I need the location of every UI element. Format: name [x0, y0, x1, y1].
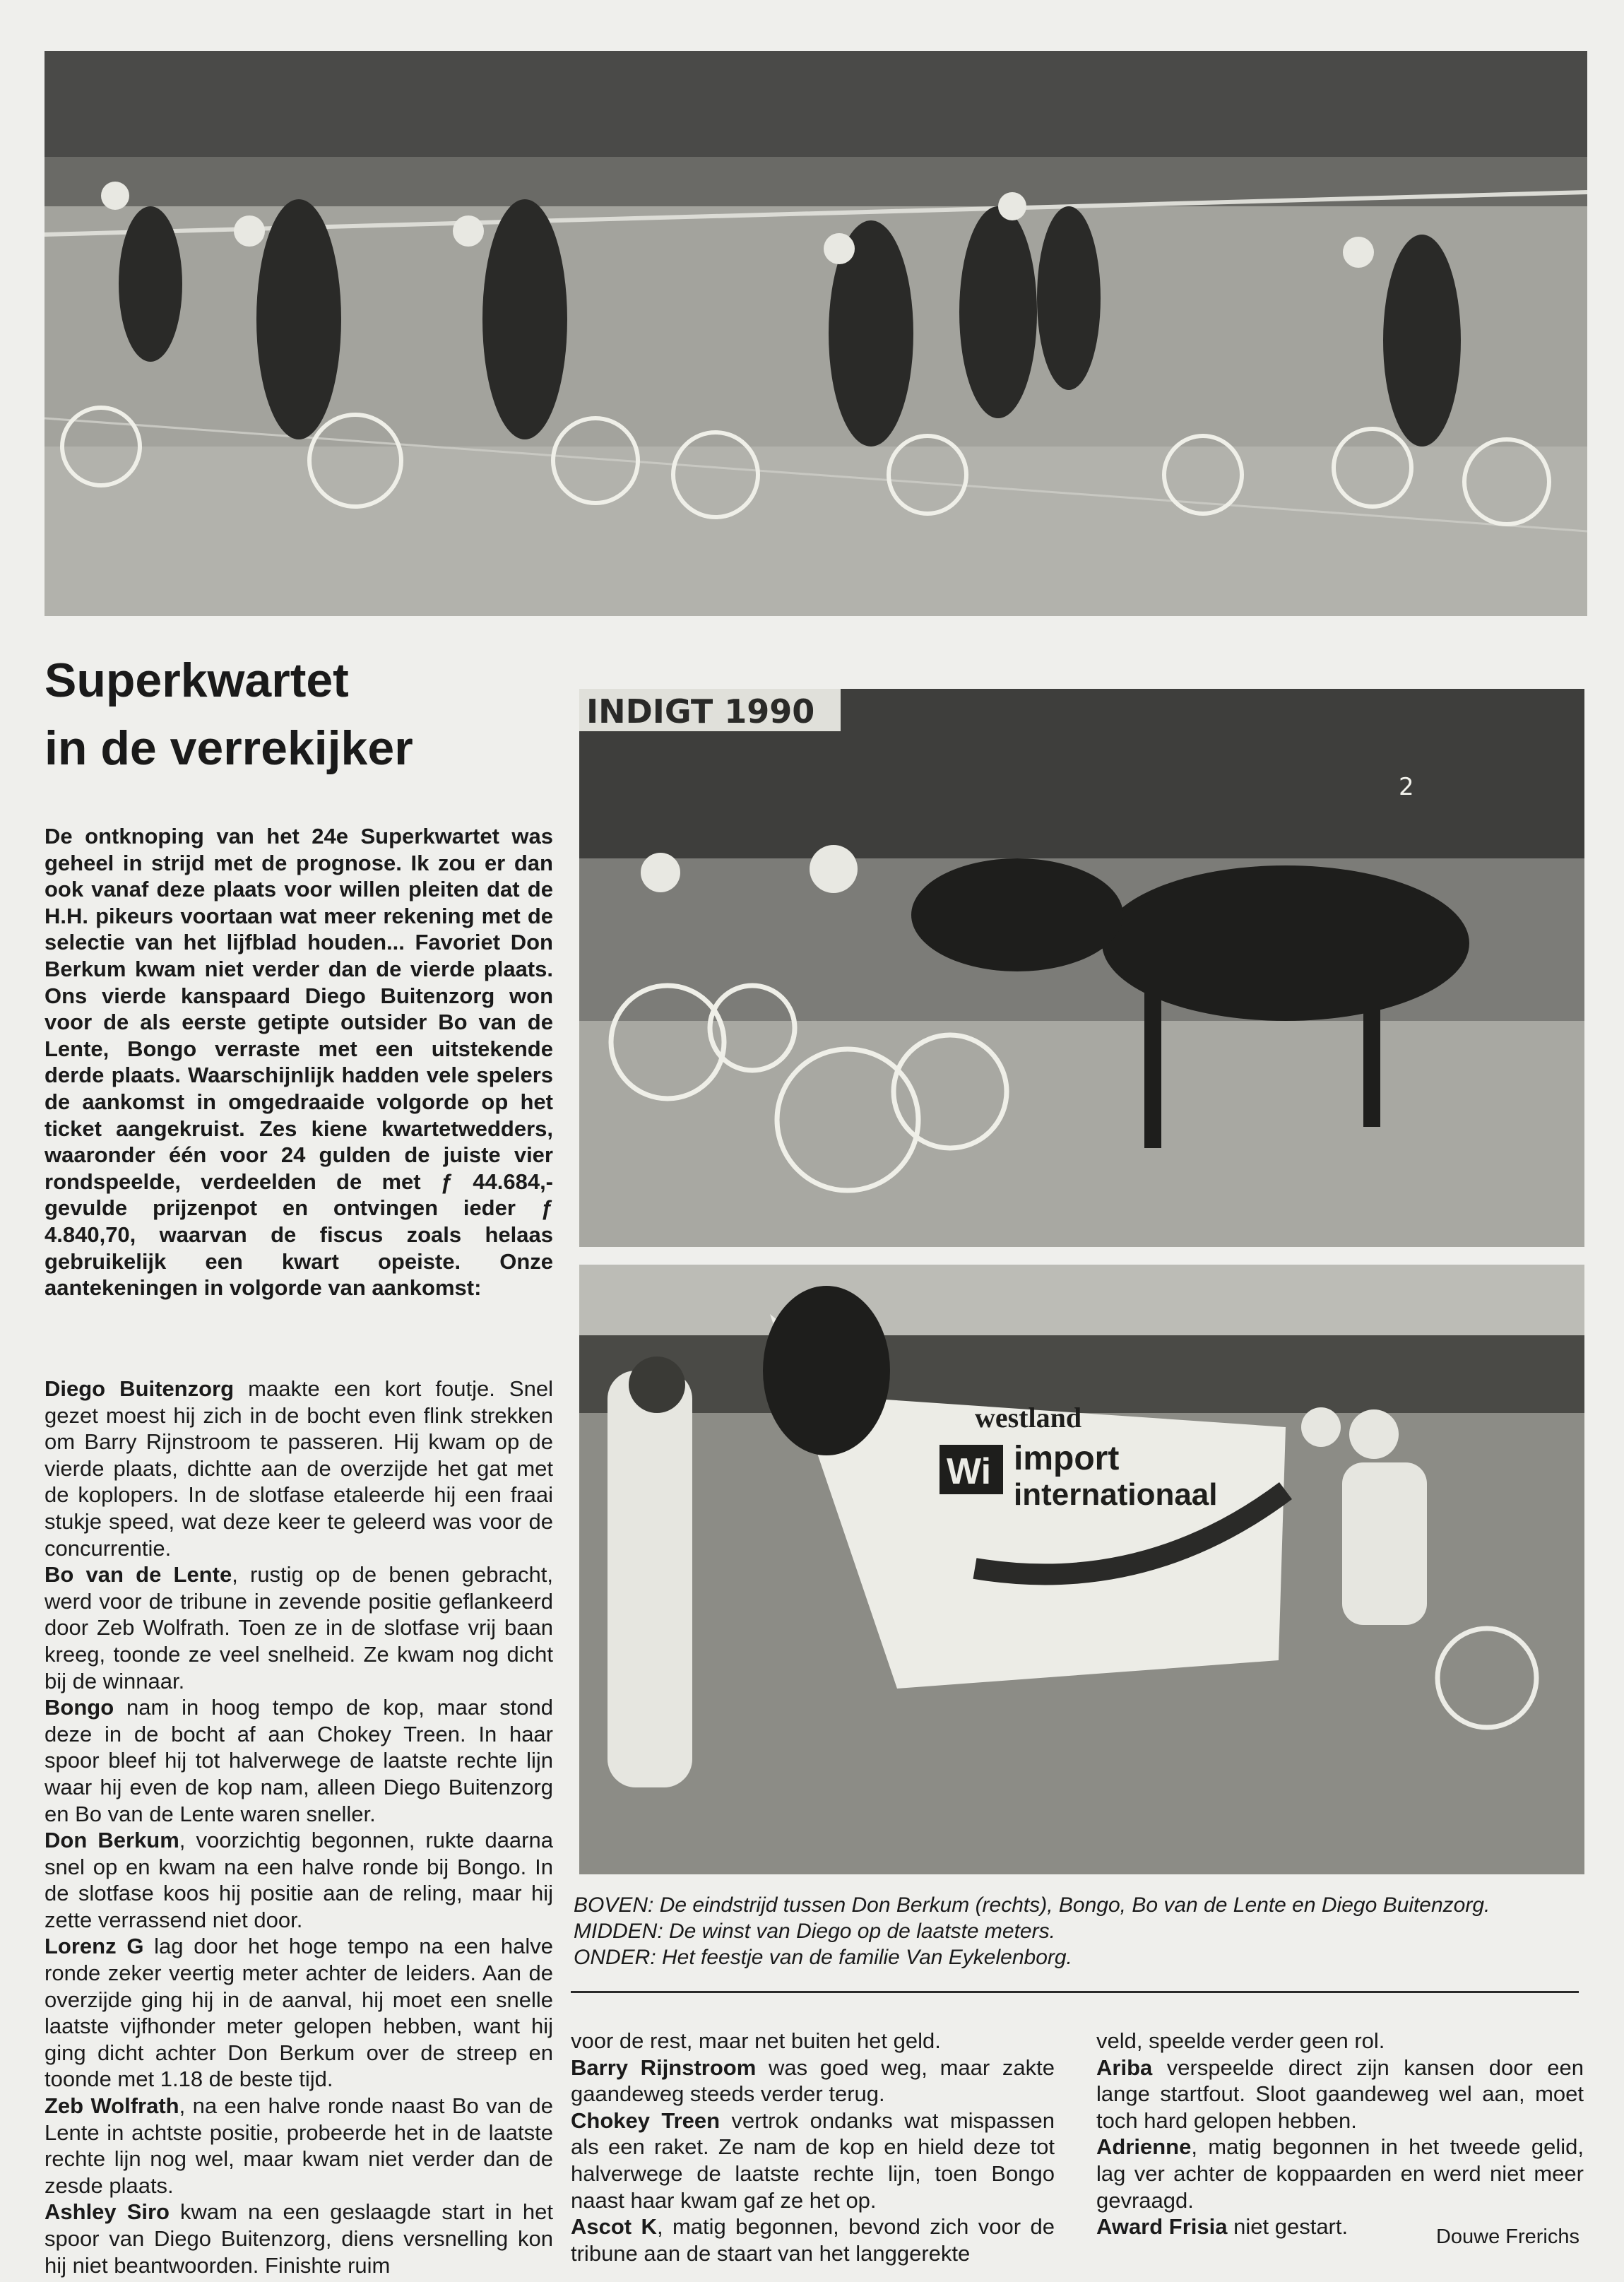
horse-name: Ariba: [1096, 2055, 1153, 2080]
entry-bongo: [45, 1694, 553, 1827]
caption-middle: MIDDEN: De winst van Diego op de laatste meters.: [574, 1920, 1055, 1943]
entry-chokey-treen: [571, 2107, 1055, 2213]
entry-diego-buitenzorg: [45, 1376, 553, 1561]
article-intro: [45, 823, 553, 1301]
entry-text: , rustig op de benen gebracht, werd voor de tribune in zevende positie geflankeerd door Zeb Wolfrath. Toen ze in de slotfase vrij baan kreeg, toonde ze veel snelheid. Ze kwam nog dicht bij de winnaar.: [45, 1562, 553, 1693]
article-body-column-1: [45, 1376, 553, 2278]
entry-lorenz-g: [45, 1933, 553, 2093]
horse-name: Diego Buitenzorg: [45, 1376, 235, 1401]
photo-celebration-bottom: [579, 1265, 1584, 1874]
caption-top: BOVEN: De eindstrijd tussen Don Berkum (rechts), Bongo, Bo van de Lente en Diego Buitenzorg.: [574, 1893, 1490, 1917]
entry-text: nam in hoog tempo de kop, maar stond deze in de bocht af aan Chokey Treen. In haar spoor bleef hij tot halverwege de laatste rechte lijn waar hij even de kop nam, alleen Diego Buitenzorg en Bo van de Lente waren sneller.: [45, 1695, 553, 1826]
article-body-column-3: [1096, 2028, 1584, 2240]
caption-bottom: ONDER: Het feestje van de familie Van Eykelenborg.: [574, 1946, 1072, 1969]
photo-captions: [574, 1892, 1587, 1970]
article-title: [45, 646, 553, 782]
entry-ariba: [1096, 2055, 1584, 2134]
entry-text: kwam na een geslaagde start in het spoor van Diego Buitenzorg, diens versnelling kon hij niet beantwoorden. Finishte ruim: [45, 2199, 554, 2278]
entry-barry-rijnstroom: [571, 2055, 1055, 2107]
sulky-number: 2: [1399, 773, 1414, 801]
entry-ashley-siro: [45, 2199, 553, 2278]
article-body-column-2: [571, 2028, 1055, 2266]
col2-lead: voor de rest, maar net buiten het geld.: [571, 2028, 941, 2053]
intro-paragraph: De ontknoping van het 24e Superkwartet was geheel in strijd met de prognose. Ik zou er dan ook vanaf deze plaats voor willen pleiten dat de H.H. pikeurs voortaan wat meer rekening met de selectie van het lijfblad houden... Favoriet Don Berkum kwam niet verder dan de vierde plaats. Ons vierde kanspaard Diego Buitenzorg won voor de als eerste getipte outsider Bo van de Lente, Bongo verraste met een uitstekende derde plaats. Waarschijnlijk hadden vele spelers de aankomst in omgedraaide volgorde op het ticket aangekruist. Zes kiene kwartetwedders, waaronder één voor 24 gulden de juiste vier rondspeelde, verdeelden de met ƒ 44.684,- gevulde prijzenpot en ontvingen ieder ƒ 4.840,70, waarvan de fiscus zoals helaas gebruikelijk een kwart opeiste. Onze aantekeningen in volgorde van aankomst:: [45, 824, 553, 1301]
blanket-text-internationaal: internationaal: [1014, 1477, 1218, 1512]
entry-text: verspeelde direct zijn kansen door een lange startfout. Sloot gaandeweg wel aan, moet toch hard gelopen hebben.: [1096, 2055, 1584, 2133]
horse-name: Zeb Wolfrath: [45, 2093, 179, 2119]
horse-name: Barry Rijnstroom: [571, 2055, 757, 2080]
entry-text: vertrok ondanks wat mispassen als een raket. Ze nam de kop en hield deze tot halverwege de laatste rechte lijn, toen Bongo naast haar kwam gaf ze het op.: [571, 2107, 1055, 2213]
horse-name: Adrienne: [1096, 2134, 1192, 2160]
horse-name: Ascot K: [571, 2214, 657, 2240]
col3-lead: veld, speelde verder geen rol.: [1096, 2028, 1385, 2053]
entry-text: niet gestart.: [1227, 2214, 1349, 2240]
divider-rule: [571, 1991, 1579, 1993]
entry-bo-van-de-lente: [45, 1561, 553, 1694]
entry-don-berkum: [45, 1827, 553, 1933]
horse-name: Ashley Siro: [45, 2199, 170, 2225]
entry-text: , matig begonnen, bevond zich voor de tribune aan de staart van het langgerekte: [571, 2214, 1055, 2266]
blanket-text-import: import: [1014, 1440, 1120, 1477]
horse-name: Bo van de Lente: [45, 1562, 232, 1588]
horse-name: Chokey Treen: [571, 2107, 721, 2133]
title-line-2: in de verrekijker: [45, 721, 413, 775]
blanket-logo-wi: Wi: [947, 1451, 992, 1492]
entry-text: maakte een kort foutje. Snel gezet moest hij zich in de bocht even flink strekken om Barry Rijnstroom te passeren. Hij kwam op de vierde plaats, dichtte aan de overzijde het gat met de koplopers. In de slotfase etaleerde hij een fraai stukje speed, wat deze keer te geleerd was voor de concurrentie.: [45, 1376, 553, 1561]
entry-text: , na een halve ronde naast Bo van de Lente in achtste positie, probeerde het in de laatste rechte lijn nog wel, maar kwam niet verder dan de zesde plaats.: [45, 2093, 553, 2198]
horse-name: Don Berkum: [45, 1828, 179, 1853]
entry-ascot-k: [571, 2213, 1055, 2266]
title-line-1: Superkwartet: [45, 654, 349, 707]
scoreboard-text: INDIGT 1990: [586, 692, 815, 731]
horse-name: Award Frisia: [1096, 2214, 1228, 2240]
entry-text: lag door het hoge tempo na een halve ronde zeker veertig meter achter de leiders. Aan de overzijde ging hij in de aanval, hij moet een snelle laatste vijfhonder meter gelopen hebben, want hij ging dicht achter Don Berkum over de streep en toonde met 1.18 de beste tijd.: [45, 1934, 553, 2092]
entry-adrienne: [1096, 2134, 1584, 2213]
photo-race-finish-top: [45, 51, 1587, 616]
entry-text: was goed weg, maar zakte gaandeweg steeds verder terug.: [571, 2055, 1055, 2107]
photo-race-finish-middle: [579, 689, 1584, 1247]
blanket-text-westland: westland: [975, 1402, 1082, 1433]
horse-name: Bongo: [45, 1695, 114, 1720]
entry-zeb-wolfrath: [45, 2093, 553, 2199]
author-byline: Douwe Frerichs: [1435, 2225, 1579, 2248]
entry-text: , voorzichtig begonnen, rukte daarna snel op en kwam na een halve ronde bij Bongo. In de slotfase koos hij positie aan de reling, maar hij zette verrassend niet door.: [45, 1828, 553, 1932]
entry-text: , matig begonnen in het tweede gelid, lag ver achter de koppaarden en werd niet meer gevraagd.: [1096, 2134, 1584, 2213]
horse-name: Lorenz G: [45, 1934, 144, 1959]
